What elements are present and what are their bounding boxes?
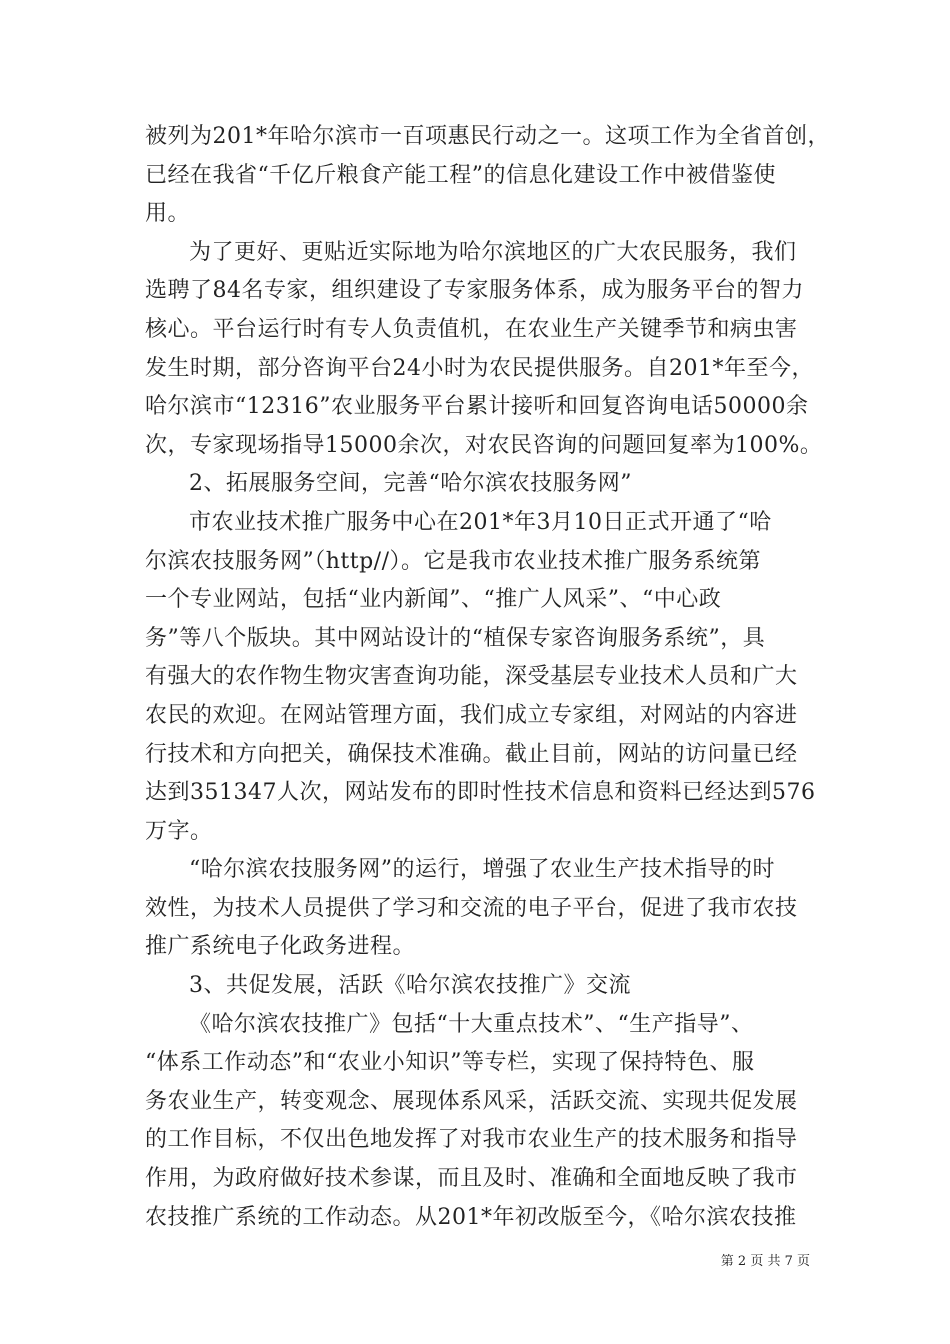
text-line: 市农业技术推广服务中心在201*年3月10日正式开通了“哈 <box>189 509 772 535</box>
text-line: 核心。平台运行时有专人负责值机，在农业生产关键季节和病虫害 <box>145 316 798 342</box>
text-line: 已经在我省“千亿斤粮食产能工程”的信息化建设工作中被借鉴使 <box>145 162 776 188</box>
text-line: 农民的欢迎。在网站管理方面，我们成立专家组，对网站的内容进 <box>145 702 798 728</box>
text-line: 有强大的农作物生物灾害查询功能，深受基层专业技术人员和广大 <box>145 664 798 690</box>
text-line: 效性，为技术人员提供了学习和交流的电子平台，促进了我市农技 <box>145 895 798 921</box>
text-line: 次，专家现场指导15000余次，对农民咨询的问题回复率为100%。 <box>145 432 823 458</box>
text-line: 务农业生产，转变观念、展现体系风采，活跃交流、实现共促发展 <box>145 1088 798 1114</box>
page-number: 第 2 页 共 7 页 <box>720 1254 810 1269</box>
text-line: 哈尔滨市“12316”农业服务平台累计接听和回复咨询电话50000余 <box>145 394 809 420</box>
text-line: “哈尔滨农技服务网”的运行，增强了农业生产技术指导的时 <box>189 857 775 883</box>
text-line: 达到351347人次，网站发布的即时性技术信息和资料已经达到576 <box>145 780 816 806</box>
section-heading: 3、共促发展，活跃《哈尔滨农技推广》交流 <box>189 973 631 999</box>
text-line: 用。 <box>145 201 191 227</box>
text-line: 发生时期，部分咨询平台24小时为农民提供服务。自201*年至今， <box>145 355 814 381</box>
text-line: 被列为201*年哈尔滨市一百项惠民行动之一。这项工作为全省首创， <box>145 124 830 149</box>
text-line: 一个专业网站，包括“业内新闻”、“推广人风采”、“中心政 <box>145 587 722 613</box>
text-line: 的工作目标，不仅出色地发挥了对我市农业生产的技术服务和指导 <box>145 1127 798 1153</box>
body-text <box>145 118 830 1237</box>
text-line: 万字。 <box>145 818 213 844</box>
text-line: 农技推广系统的工作动态。从201*年初改版至今，《哈尔滨农技推 <box>145 1204 797 1230</box>
text-line: 尔滨农技服务网”（http//）。它是我市农业技术推广服务系统第 <box>145 548 762 574</box>
section-heading: 2、拓展服务空间，完善“哈尔滨农技服务网” <box>189 471 632 497</box>
text-line: 行技术和方向把关，确保技术准确。截止目前，网站的访问量已经 <box>145 741 798 767</box>
text-line: 选聘了84名专家，组织建设了专家服务体系，成为服务平台的智力 <box>145 278 804 304</box>
text-line: 作用，为政府做好技术参谋，而且及时、准确和全面地反映了我市 <box>145 1166 798 1192</box>
text-line: 《哈尔滨农技推广》包括“十大重点技术”、“生产指导”、 <box>189 1011 754 1037</box>
text-line: “体系工作动态”和“农业小知识”等专栏，实现了保持特色、服 <box>145 1050 755 1076</box>
text-line: 推广系统电子化政务进程。 <box>145 934 416 960</box>
text-line: 为了更好、更贴近实际地为哈尔滨地区的广大农民服务，我们 <box>189 239 797 265</box>
text-line: 务”等八个版块。其中网站设计的“植保专家咨询服务系统”，具 <box>145 625 766 651</box>
